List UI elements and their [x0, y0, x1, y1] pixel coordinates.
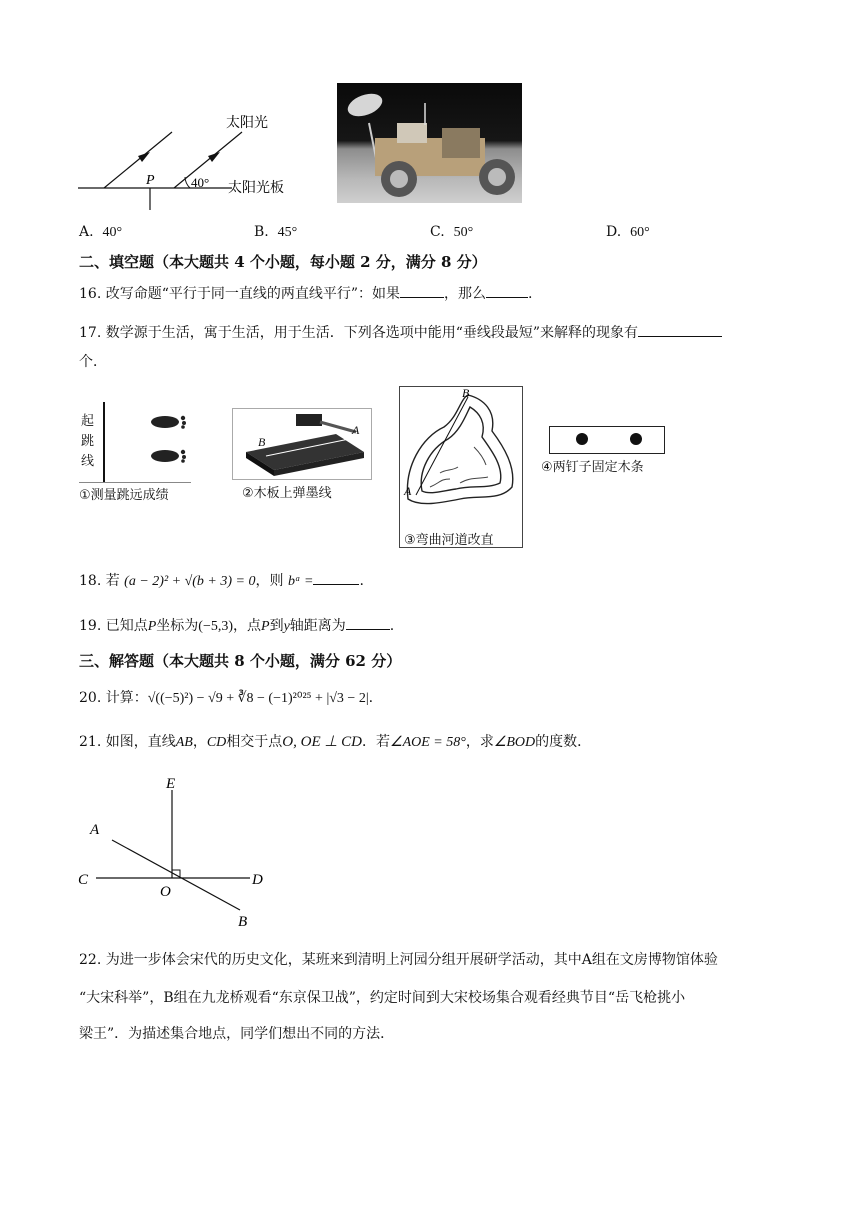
q18-prefix: 若 — [105, 573, 120, 589]
q17-figure-3 — [399, 386, 523, 548]
q18-expression: (a − 2)² + √(b + 3) = 0 — [124, 574, 256, 589]
question-17 — [79, 322, 722, 343]
q19-number: 19. — [79, 618, 102, 634]
fig21-label-d: D — [252, 872, 263, 888]
lunar-rover-photo — [337, 83, 522, 203]
question-20 — [79, 688, 373, 709]
q21-target: ∠BOD — [493, 735, 536, 750]
nail-icon-2 — [630, 433, 642, 445]
q16-blank-1[interactable] — [400, 283, 444, 298]
label-angle: 40° — [191, 175, 210, 190]
q16-number: 16. — [79, 286, 102, 302]
option-c-letter: C. — [430, 224, 445, 240]
q16-text-b: ，那么 — [444, 286, 487, 302]
q21-text-c: ．若 — [362, 734, 391, 750]
q20-number: 20. — [79, 690, 102, 706]
fig2-label-a: A — [352, 423, 360, 437]
fig1-side-char-3: 线 — [81, 454, 95, 469]
q20-end: . — [368, 690, 374, 706]
q21-text-b: 相交于点 — [226, 734, 283, 750]
fig3-label-a: A — [404, 484, 412, 498]
label-point-p: P — [146, 173, 155, 188]
label-sunlight: 太阳光 — [226, 115, 268, 131]
fig1-caption: ①测量跳远成绩 — [79, 488, 169, 503]
fig21-label-o: O — [160, 884, 171, 900]
q21-line-ab: AB — [175, 735, 193, 750]
intersecting-lines-diagram — [76, 770, 276, 930]
question-18 — [79, 570, 364, 592]
q21-text-e: 的度数． — [535, 734, 592, 750]
q19-text-a: 已知点 — [105, 618, 148, 634]
fig2-label-b: B — [258, 435, 266, 449]
takeoff-line — [103, 402, 105, 482]
q21-text-d: ，求 — [465, 734, 494, 750]
option-b[interactable] — [254, 222, 297, 243]
q19-text-d: 到 — [269, 618, 284, 634]
q21-line-cd: CD — [206, 735, 227, 750]
question-22-line-2: “大宋科举”，B组在九龙桥观看“东京保卫战”，约定时间到大宋校场集合观看经典节目“岳飞枪挑小 — [79, 990, 686, 1006]
q17-blank[interactable] — [638, 322, 722, 337]
question-21 — [79, 732, 591, 753]
q19-end: . — [389, 618, 395, 634]
q21-condition: O, OE ⊥ CD — [282, 734, 363, 750]
sunlight-diagram — [70, 100, 320, 215]
q17-figure-1 — [79, 398, 191, 502]
q16-text-a: 改写命题“平行于同一直线的两直线平行”：如果 — [105, 286, 401, 302]
q18-b-power-a: bᵃ = — [287, 574, 314, 589]
q16-text-c: . — [528, 286, 533, 302]
wooden-board-icon — [236, 412, 368, 476]
option-c-value: 50° — [453, 225, 474, 240]
q19-text-b: 坐标为 — [156, 618, 199, 634]
q19-text-c: ，点 — [233, 618, 262, 634]
question-16 — [79, 283, 533, 304]
question-19 — [79, 615, 394, 637]
question-22-line-1: 22. 为进一步体会宋代的历史文化，某班来到清明上河园分组开展研学活动，其中A组在文房博物馆体验 — [79, 952, 718, 968]
fig21-label-b: B — [238, 914, 248, 930]
q18-end: . — [359, 573, 364, 589]
q21-number: 21. — [79, 734, 102, 750]
q21-text-a: 如图，直线 — [105, 734, 176, 750]
q19-y-axis: y — [283, 619, 290, 634]
q18-number: 18. — [79, 573, 102, 589]
option-a-letter: A. — [79, 224, 94, 240]
option-d-value: 60° — [630, 225, 650, 240]
q17-figure-4 — [541, 426, 671, 476]
winding-river-icon — [400, 387, 522, 527]
q17-text-b: 个． — [79, 354, 107, 370]
fig3-label-b: B — [462, 387, 470, 400]
label-solar-panel: 太阳光板 — [228, 180, 284, 196]
wooden-strip — [549, 426, 665, 454]
option-d[interactable] — [606, 222, 650, 243]
q19-blank[interactable] — [346, 615, 390, 630]
section-2-title: 二、填空题（本大题共 4 个小题，每小题 2 分，满分 8 分） — [79, 253, 487, 271]
q17-text-a: 数学源于生活，寓于生活，用于生活．下列各选项中能用“垂线段最短”来解释的现象有 — [105, 325, 639, 341]
nail-icon-1 — [576, 433, 588, 445]
q17-number: 17. — [79, 325, 102, 341]
q19-text-e: 轴距离为 — [289, 618, 346, 634]
fig1-side-char-1: 起 — [81, 414, 95, 429]
footprints-icon — [147, 414, 191, 474]
option-a[interactable] — [79, 222, 122, 243]
option-d-letter: D. — [606, 224, 622, 240]
fig21-label-a: A — [90, 822, 100, 838]
option-a-value: 40° — [102, 225, 123, 240]
fig3-caption: ③弯曲河道改直 — [404, 533, 494, 548]
option-b-value: 45° — [277, 225, 298, 240]
q19-coordinate: (−5,3) — [198, 619, 234, 634]
q20-label: 计算： — [105, 690, 148, 706]
section-3-title: 三、解答题（本大题共 8 个小题，满分 62 分） — [79, 652, 402, 670]
q18-blank[interactable] — [313, 570, 359, 585]
question-22-line-3: 梁王”．为描述集合地点，同学们想出不同的方法． — [79, 1026, 395, 1042]
fig1-side-char-2: 跳 — [81, 434, 95, 449]
fig21-label-c: C — [78, 872, 89, 888]
fig21-label-e: E — [166, 776, 176, 792]
q19-point-p-2: P — [261, 619, 270, 634]
q19-point-p: P — [147, 619, 157, 634]
option-b-letter: B. — [254, 224, 269, 240]
q20-expression: √((−5)²) − √9 + ∛8 − (−1)²⁰²⁵ + |√3 − 2| — [147, 691, 369, 706]
q21-angle: ∠AOE = 58° — [390, 735, 466, 750]
q18-mid: ，则 — [255, 573, 284, 589]
fig2-caption: ②木板上弹墨线 — [242, 486, 332, 501]
fig4-caption: ④两钉子固定木条 — [541, 460, 644, 475]
option-c[interactable] — [430, 222, 473, 243]
q17-figure-2 — [232, 408, 372, 504]
q21-sep: ， — [192, 734, 207, 750]
q16-blank-2[interactable] — [486, 283, 528, 298]
